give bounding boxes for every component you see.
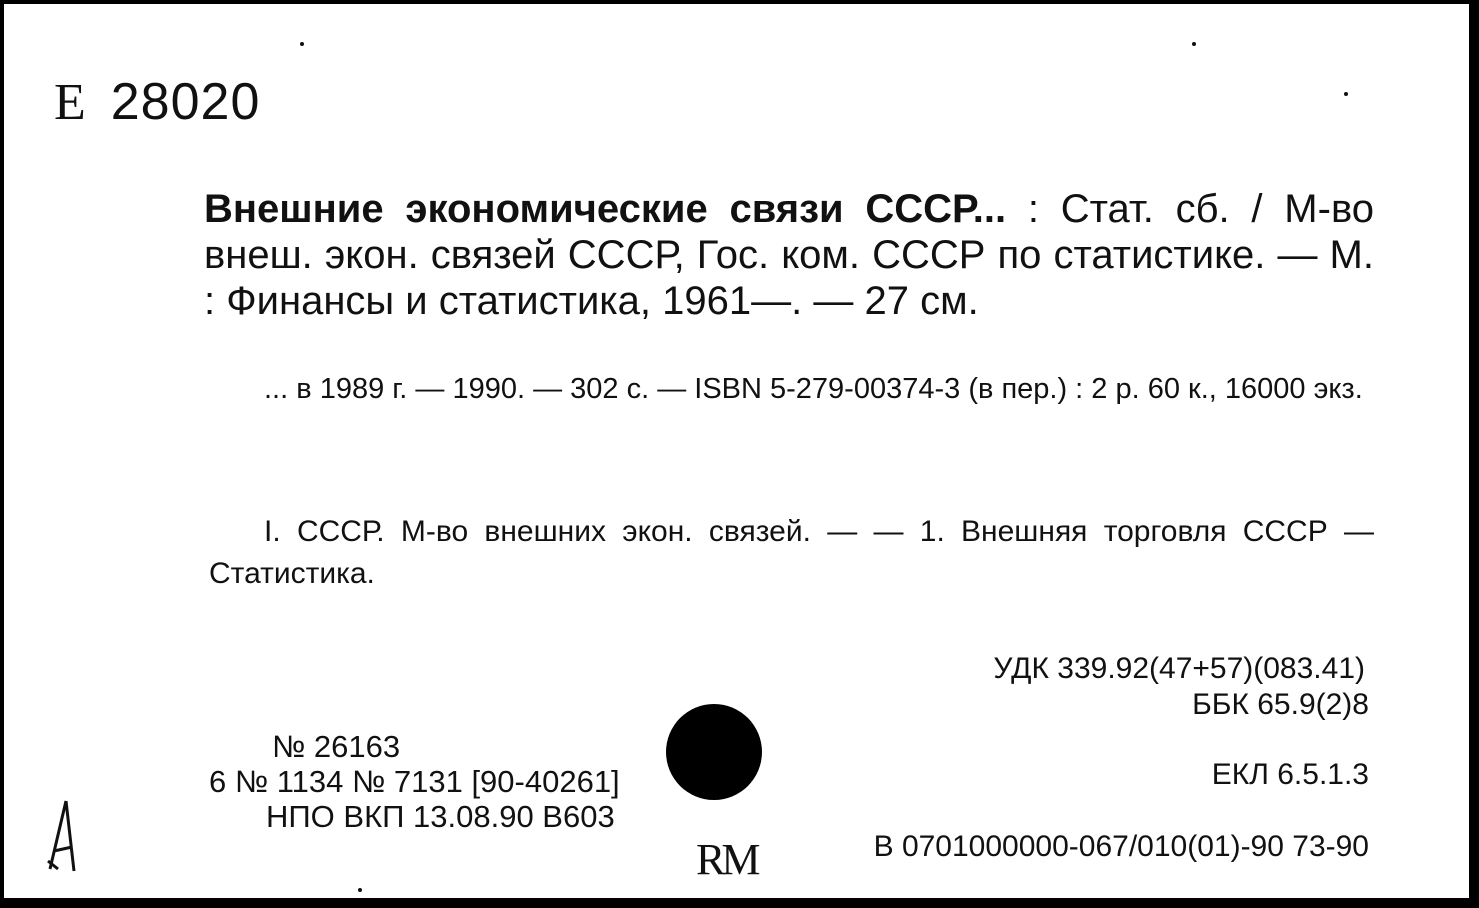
punch-hole <box>666 704 762 800</box>
description-rest: : Стат. сб. / М-во внеш. экон. связей СССР, Гос. ком. СССР по статистике. — М. : Финансы и статистика, 1961—. — 27 см. <box>204 187 1374 323</box>
inventory-number: № 26163 <box>272 729 401 764</box>
publisher-code: В 0701000000-067/010(01)-90 73-90 <box>873 830 1369 863</box>
printer-info: НПО ВКП 13.08.90 В603 <box>266 799 615 834</box>
rm-stamp: RM <box>696 835 757 884</box>
speck <box>300 42 304 46</box>
speck <box>358 888 362 892</box>
speck <box>1192 42 1196 46</box>
call-number-letter: Е <box>54 74 87 131</box>
volume-info: ... в 1989 г. — 1990. — 302 с. — ISBN 5-279-00374-3 (в пер.) : 2 р. 60 к., 16000 экз. <box>264 373 1363 405</box>
udk-code: УДК 339.92(47+57)(083.41) <box>993 652 1365 685</box>
catalog-card <box>4 4 1469 898</box>
bbk-code: ББК 65.9(2)8 <box>1192 688 1369 721</box>
speck <box>1344 92 1348 96</box>
handwritten-letter-mark <box>44 799 84 879</box>
subject-headings: I. СССР. М-во внешних экон. связей. — — 1. Внешняя торговля СССР — Статистика. <box>209 515 1374 590</box>
order-number: 6 № 1134 № 7131 [90-40261] <box>209 764 620 799</box>
book-title: Внешние экономические связи СССР... <box>204 187 1007 231</box>
bibliographic-description <box>204 186 1374 324</box>
call-number <box>54 72 260 132</box>
ekl-code: ЕКЛ 6.5.1.3 <box>1211 758 1369 791</box>
call-number-digits: 28020 <box>110 73 261 131</box>
